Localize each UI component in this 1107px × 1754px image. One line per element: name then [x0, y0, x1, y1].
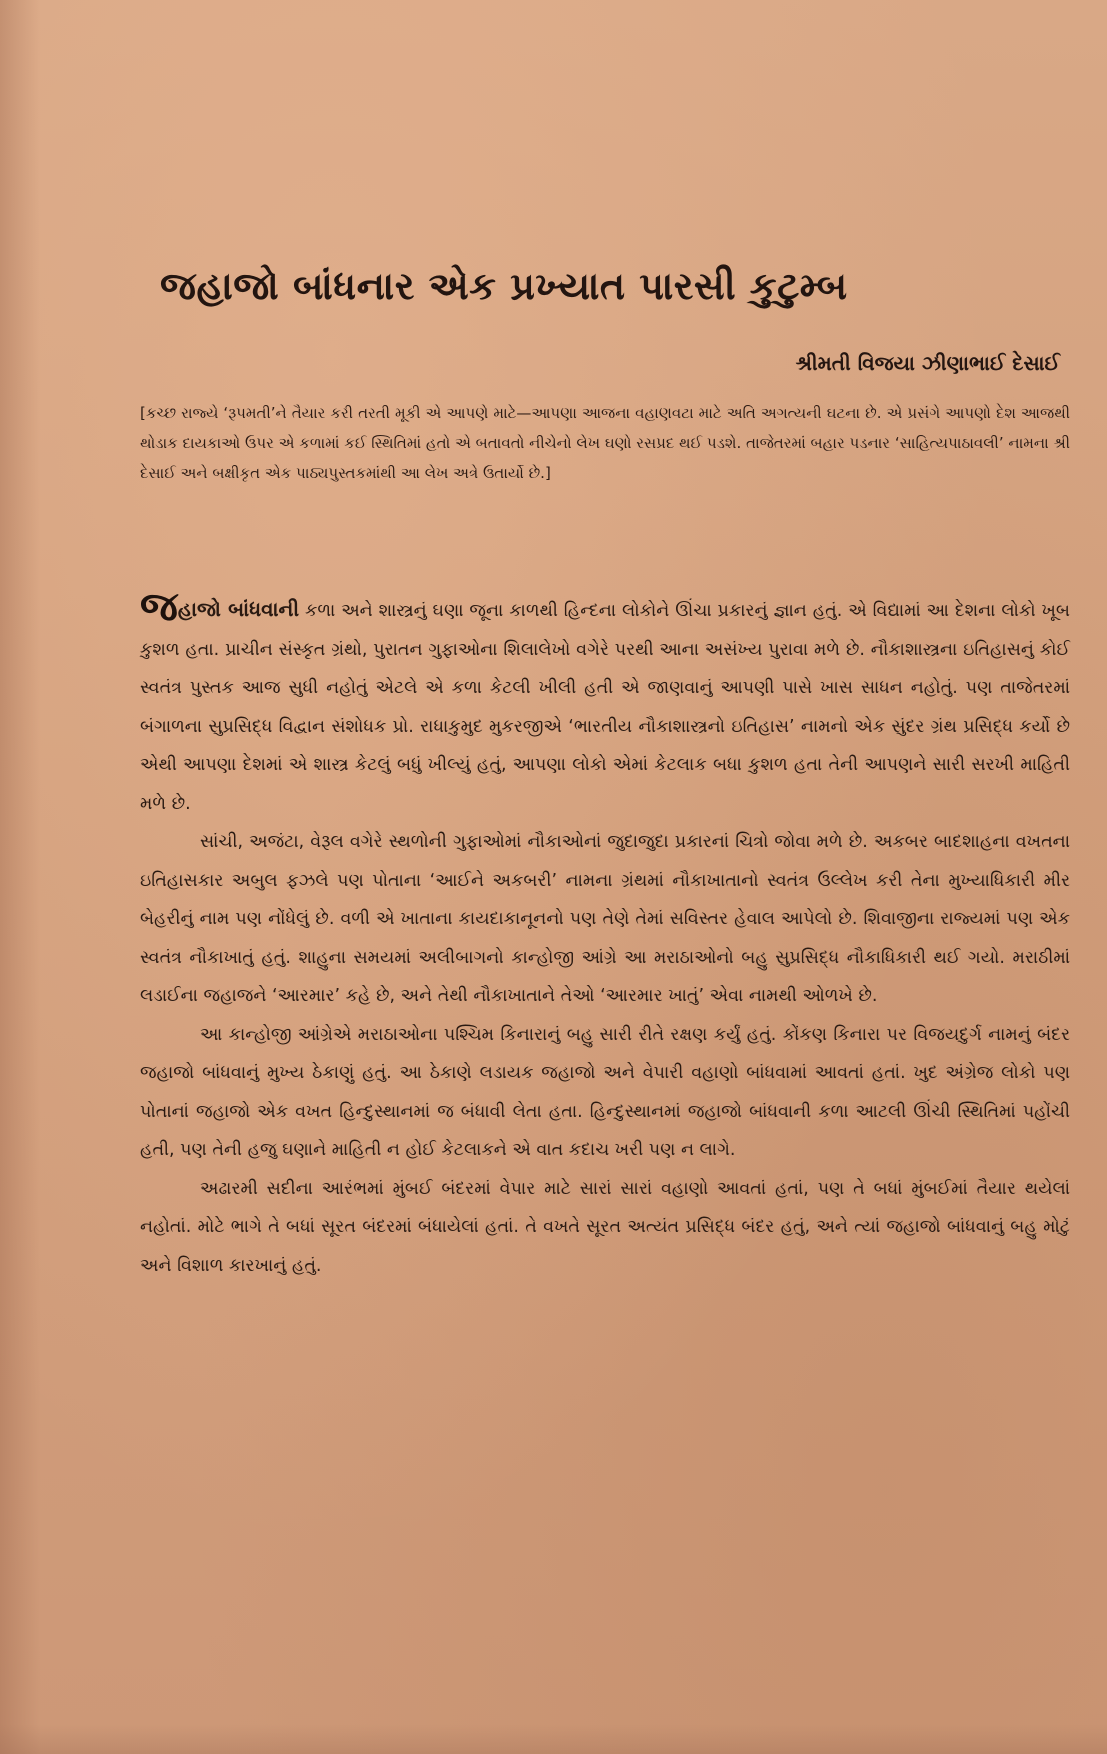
paper-left-shadow [0, 0, 40, 1754]
paragraph-1-text: કળા અને શાસ્ત્રનું ઘણા જૂના કાળથી હિન્દના લોકોને ઊંચા પ્રકારનું જ્ઞાન હતું. એ વિદ્યામાં આ દેશના લોકો ખૂબ કુશળ હતા. પ્રાચીન સંસ્કૃત ગ્રંથો, પુરાતન ગુફાઓના શિલાલેખો વગેરે પરથી આના અસંખ્ય પુરાવા મળે છે. નૌકાશાસ્ત્રના ઇતિહાસનું કોઈ સ્વતંત્ર પુસ્તક આજ સુધી નહોતું એટલે એ કળા કેટલી ખીલી હતી એ જાણવાનું આપણી પાસે ખાસ સાધન નહોતું. પણ તાજેતરમાં બંગાળના સુપ્રસિદ્ધ વિદ્વાન સંશોધક પ્રો. રાધાકુમુદ મુકરજીએ ‘ભારતીય નૌકાશાસ્ત્રનો ઇતિહાસ’ નામનો એક સુંદર ગ્રંથ પ્રસિદ્ધ કર્યો છે એથી આપણા દેશમાં એ શાસ્ત્ર કેટલું બધું ખીલ્યું હતું, આપણા લોકો એમાં કેટલાક બધા કુશળ હતા તેની આપણને સારી સરખી માહિતી મળે છે. [140, 601, 1070, 814]
lead-words: હાજો બાંધવાની [177, 597, 300, 621]
article-title: જહાજો બાંધનાર એક પ્રખ્યાત પારસી કુટુમ્બ [160, 263, 848, 308]
paragraph-4: અઢારમી સદીના આરંભમાં મુંબઈ બંદરમાં વેપાર માટે સારાં સારાં વહાણો આવતાં હતાં, પણ તે બધાં મુંબઈમાં તૈયાર થયેલાં નહોતાં. મોટે ભાગે તે બધાં સૂરત બંદરમાં બંધાયેલાં હતાં. તે વખતે સૂરત અત્યંત પ્રસિદ્ધ બંદર હતું, અને ત્યાં જહાજો બાંધવાનું બહુ મોટું અને વિશાળ કારખાનું હતું. [140, 1178, 1070, 1276]
paragraph-3: આ કાન્હોજી આંગ્રેએ મરાઠાઓના પશ્ચિમ કિનારાનું બહુ સારી રીતે રક્ષણ કર્યું હતું. કોંકણ કિનારા પર વિજયદુર્ગ નામનું બંદર જહાજો બાંધવાનું મુખ્ય ઠેકાણું હતું. આ ઠેકાણે લડાયક જહાજો અને વેપારી વહાણો બાંધવામાં આવતાં હતાં. ખુદ અંગ્રેજ લોકો પણ પોતાનાં જહાજો એક વખત હિન્દુસ્થાનમાં જ બંધાવી લેતા હતા. હિન્દુસ્થાનમાં જહાજો બાંધવાની કળા આટલી ઊંચી સ્થિતિમાં પહોંચી હતી, પણ તેની હજુ ઘણાને માહિતી ન હોઈ કેટલાકને એ વાત કદાચ ખરી પણ ન લાગે. [140, 1024, 1070, 1160]
article-author: શ્રીમતી વિજયા ઝીણાભાઈ દેસાઈ [795, 351, 1060, 375]
paragraph-1 [140, 583, 1070, 823]
editor-note: [કચ્છ રાજ્યે ‘રૂપમતી’ને તૈયાર કરી તરતી મૂકી એ આપણે માટે—આપણા આજના વહાણવટા માટે અતિ અગત્યની ઘટના છે. એ પ્રસંગે આપણો દેશ આજથી થોડાક દાયકાઓ ઉપર એ કળામાં કઈ સ્થિતિમાં હતો એ બતાવતો નીચેનો લેખ ઘણો રસપ્રદ થઈ પડશે. તાજેતરમાં બહાર પડનાર ‘સાહિત્યપાઠાવલી’ નામના શ્રી દેસાઈ અને બક્ષીકૃત એક પાઠ્યપુસ્તકમાંથી આ લેખ અત્રે ઉતાર્યો છે.] [140, 404, 1070, 482]
paragraph-2: સાંચી, અજંટા, વેરૂલ વગેરે સ્થળોની ગુફાઓમાં નૌકાઓનાં જુદાજુદા પ્રકારનાં ચિત્રો જોવા મળે છે. અકબર બાદશાહના વખતના ઇતિહાસકાર અબુલ ફઝલે પણ પોતાના ‘આઈને અકબરી’ નામના ગ્રંથમાં નૌકાખાતાનો સ્વતંત્ર ઉલ્લેખ કરી તેના મુખ્યાધિકારી મીર બેહરીનું નામ પણ નોંધેલું છે. વળી એ ખાતાના કાયદાકાનૂનનો પણ તેણે તેમાં સવિસ્તર હેવાલ આપેલો છે. શિવાજીના રાજ્યમાં પણ એક સ્વતંત્ર નૌકાખાતું હતું. શાહુના સમયમાં અલીબાગનો કાન્હોજી આંગ્રે આ મરાઠાઓનો બહુ સુપ્રસિદ્ધ નૌકાધિકારી થઈ ગયો. મરાઠીમાં લડાઈના જહાજને ‘આરમાર’ કહે છે, અને તેથી નૌકાખાતાને તેઓ ‘આરમાર ખાતું’ એવા નામથી ઓળખે છે. [140, 832, 1070, 1006]
article-body [140, 583, 1070, 1285]
drop-cap: જ [140, 583, 178, 630]
paper-bottom-shadow [0, 1724, 1107, 1754]
